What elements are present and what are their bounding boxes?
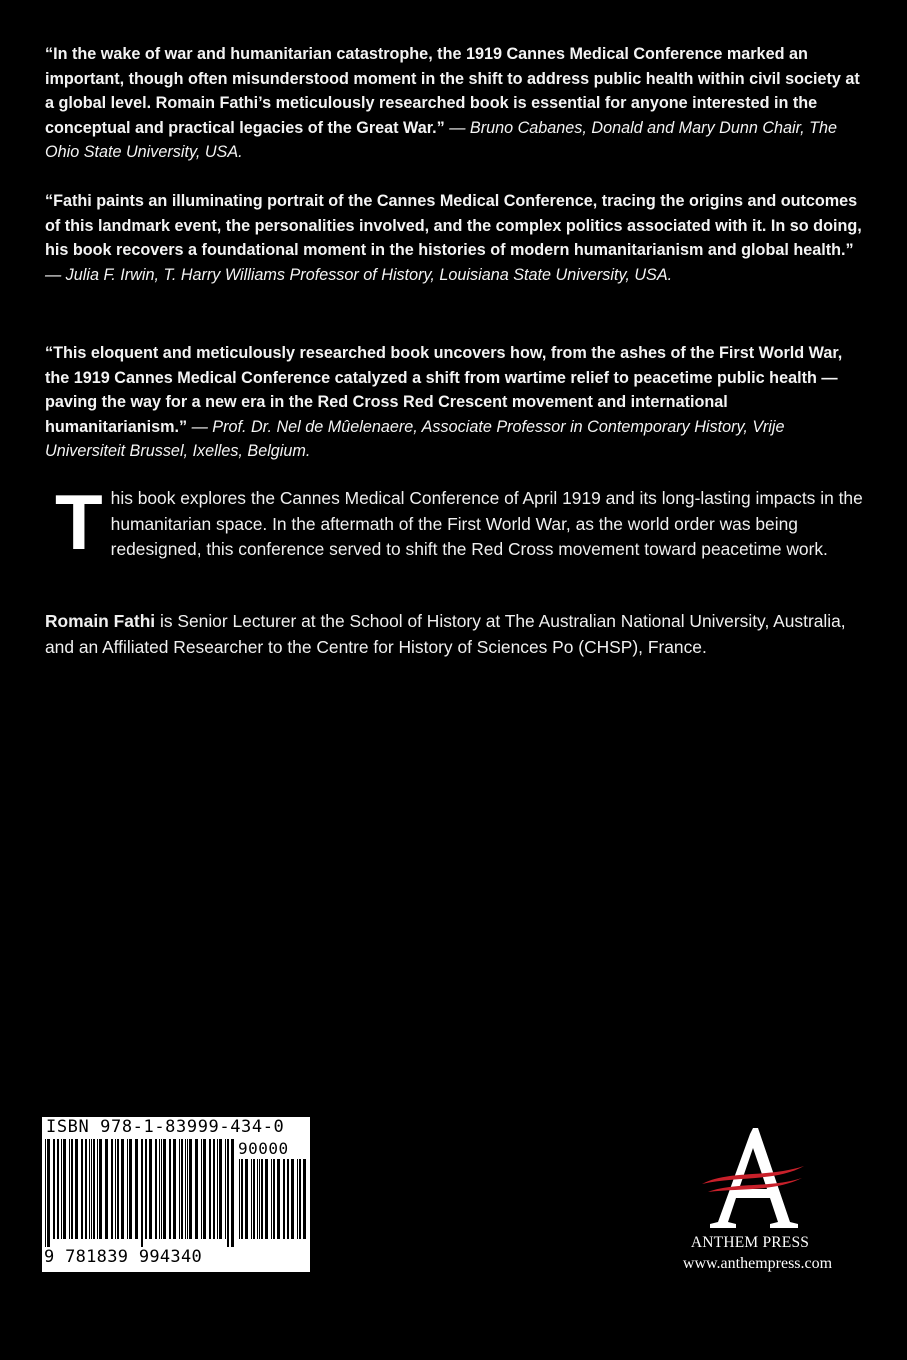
- barcode-bar: [173, 1139, 176, 1239]
- quote-attribution: — Julia F. Irwin, T. Harry Williams Professor of History, Louisiana State University, USA.: [45, 265, 673, 284]
- quote-text: “In the wake of war and humanitarian catastrophe, the 1919 Cannes Medical Conference marked an important, though often misunderstood moment in the shift to address public health within civil society at a global level. Romain Fathi’s meticulously researched book is essential for anyone interested in the conceptual and practical legacies of the Great War.”: [45, 45, 860, 137]
- author-name: Romain Fathi: [45, 611, 156, 631]
- barcode-bar: [259, 1159, 260, 1239]
- barcode-bar: [251, 1159, 252, 1239]
- quote-text: “Fathi paints an illuminating portrait of the Cannes Medical Conference, tracing the origins and outcomes of this landmark event, the personalities involved, and the complex politics associated with it. In so doing, his book recovers a foundational moment in the histories of modern humanitarianism and global health.”: [45, 192, 862, 260]
- endorsement-quote-3: [45, 341, 865, 464]
- barcode-bar: [245, 1159, 248, 1239]
- barcode-bar: [239, 1159, 240, 1239]
- barcode-bar: [85, 1139, 87, 1239]
- barcode-bar: [75, 1139, 78, 1239]
- barcode-bar: [129, 1139, 132, 1239]
- barcode-bar: [253, 1159, 255, 1239]
- barcode-bar: [169, 1139, 171, 1239]
- barcode-bar: [105, 1139, 108, 1239]
- barcode-bar: [47, 1139, 50, 1247]
- barcode-bar: [299, 1159, 301, 1239]
- barcode-bar: [115, 1139, 116, 1239]
- barcode-bar: [91, 1139, 92, 1239]
- barcode-bar: [69, 1139, 70, 1239]
- quote-attribution: — Bruno Cabanes, Donald and Mary Dunn Chair, The Ohio State University, USA.: [45, 118, 838, 162]
- publisher-block: [650, 1120, 870, 1280]
- barcode-bar: [213, 1139, 215, 1239]
- barcode-bar: [241, 1159, 243, 1239]
- barcode-bar: [45, 1139, 46, 1247]
- barcode-bar: [297, 1159, 298, 1239]
- barcode-bar: [97, 1139, 98, 1239]
- barcode-bar: [71, 1139, 73, 1239]
- description-text: his book explores the Cannes Medical Conference of April 1919 and its long-lasting impacts in the humanitarian space. In the aftermath of the First World War, as the world order was being redesigned, this conference served to shift the Red Cross movement toward peacetime work.: [110, 488, 863, 559]
- barcode-bar: [127, 1139, 128, 1239]
- barcode-bar: [231, 1139, 234, 1247]
- barcode-bar: [53, 1139, 55, 1239]
- barcode-bar: [161, 1139, 162, 1239]
- publisher-url: www.anthempress.com: [682, 1255, 833, 1272]
- barcode-bar: [61, 1139, 62, 1239]
- barcode-bar: [261, 1159, 263, 1239]
- barcode-bar: [219, 1139, 222, 1239]
- barcode-bar: [291, 1159, 294, 1239]
- barcode-bar: [209, 1139, 211, 1239]
- anthem-a-logo-icon: [698, 1126, 808, 1230]
- barcode-bar: [163, 1139, 166, 1239]
- barcode-bar: [93, 1139, 95, 1239]
- barcode-bar: [145, 1139, 147, 1239]
- barcode-bar: [81, 1139, 83, 1239]
- bio-text: is Senior Lecturer at the School of History at The Australian National University, Australia, and an Affiliated Researcher to the Centre for History of Sciences Po (CHSP), France.: [45, 611, 846, 657]
- drop-cap: T: [55, 478, 103, 566]
- price-code: 90000: [238, 1139, 289, 1158]
- barcode-bar: [149, 1139, 152, 1239]
- barcode-bar: [57, 1139, 59, 1239]
- ean-bars: [44, 1139, 234, 1247]
- barcode-bar: [257, 1159, 258, 1239]
- addon-bars: [238, 1159, 306, 1247]
- barcode-bar: [159, 1139, 160, 1239]
- ean-digits: 9 781839 994340: [44, 1247, 203, 1267]
- barcode-bar: [187, 1139, 188, 1239]
- barcode-bar: [181, 1139, 183, 1239]
- barcode-bar: [265, 1159, 268, 1239]
- barcode-bar: [195, 1139, 198, 1239]
- barcode-bar: [117, 1139, 119, 1239]
- publisher-name: ANTHEM PRESS: [690, 1234, 810, 1251]
- barcode-bar: [203, 1139, 206, 1239]
- isbn-label: ISBN 978-1-83999-434-0: [46, 1117, 285, 1137]
- barcode-bar: [63, 1139, 66, 1239]
- barcode-bar: [277, 1159, 280, 1239]
- barcode-bar: [227, 1139, 229, 1247]
- barcode-bar: [217, 1139, 218, 1239]
- barcode-bar: [271, 1159, 272, 1239]
- barcode-bar: [141, 1139, 143, 1247]
- barcode-bar: [225, 1139, 226, 1239]
- barcode-bar: [201, 1139, 202, 1239]
- barcode-bar: [273, 1159, 275, 1239]
- book-description: [45, 478, 865, 566]
- barcode-bar: [185, 1139, 186, 1239]
- barcode-bar: [99, 1139, 102, 1239]
- barcode-bar: [287, 1159, 289, 1239]
- endorsement-quote-2: [45, 189, 865, 287]
- barcode-bar: [189, 1139, 192, 1239]
- quote-text: “This eloquent and meticulously researched book uncovers how, from the ashes of the First World War, the 1919 Cannes Medical Conference catalyzed a shift from wartime relief to peacetime public health — paving the way for a new era in the Red Cross Red Crescent movement and international humanitarianism.”: [45, 344, 843, 436]
- barcode-bar: [121, 1139, 124, 1239]
- barcode-bar: [135, 1139, 138, 1239]
- barcode-bar: [179, 1139, 180, 1239]
- isbn-barcode: [42, 1117, 310, 1272]
- barcode-bar: [111, 1139, 113, 1239]
- barcode-bar: [303, 1159, 306, 1239]
- barcode-bar: [89, 1139, 90, 1239]
- author-bio: [45, 609, 865, 660]
- barcode-bar: [283, 1159, 285, 1239]
- quote-attribution: — Prof. Dr. Nel de Mûelenaere, Associate Professor in Contemporary History, Vrije Universiteit Brussel, Ixelles, Belgium.: [45, 417, 785, 461]
- barcode-bar: [155, 1139, 157, 1239]
- endorsement-quote-1: [45, 42, 865, 165]
